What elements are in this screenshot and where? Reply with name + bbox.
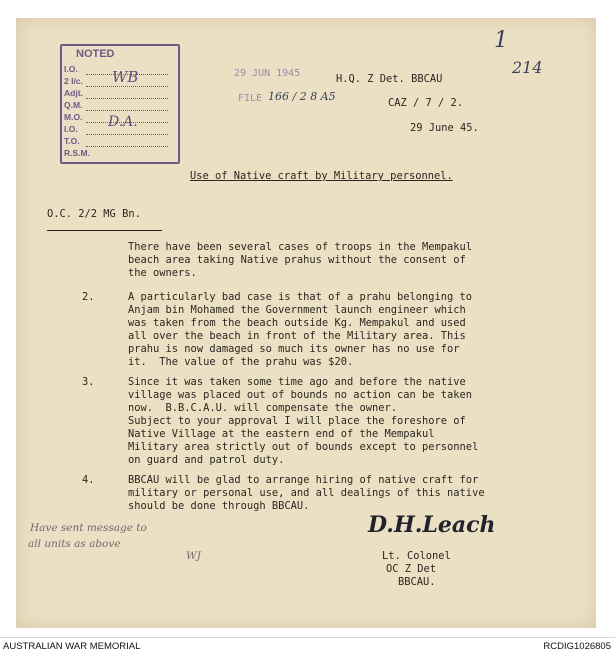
stamp-initials-2: WB — [112, 68, 139, 86]
stamp-divider — [86, 98, 168, 99]
signature-rank: Lt. Colonel — [382, 550, 451, 562]
signature: D.H.Leach — [368, 512, 496, 538]
paragraph-number: 3. — [82, 376, 95, 388]
paragraph-line: was taken from the beach outside Kg. Mempakul and used — [128, 317, 466, 329]
signature-unit: BBCAU. — [398, 576, 436, 588]
stamp-row: M.O. — [64, 112, 83, 122]
stamp-row: T.O. — [64, 136, 80, 146]
addressee: O.C. 2/2 MG Bn. — [47, 208, 141, 220]
folio-mark-1: 1 — [494, 28, 508, 53]
paragraph-line: village was placed out of bounds no action can be taken — [128, 389, 473, 401]
paragraph-line: it. The value of the prahu was $20. — [128, 356, 354, 368]
stamp-divider — [86, 110, 168, 111]
paragraph-line: A particularly bad case is that of a prahu belonging to — [128, 291, 473, 303]
stamp-divider — [86, 146, 168, 147]
stamp-row: Q.M. — [64, 100, 83, 110]
subject-line: Use of Native craft by Military personnel. — [190, 170, 453, 182]
stamp-row: I.O. — [64, 124, 78, 134]
stamp-row: I.O. — [64, 64, 78, 74]
received-date-stamp: 29 JUN 1945 — [234, 68, 301, 79]
document-page — [16, 18, 596, 628]
paragraph-line: Military area strictly out of bounds except to personnel — [128, 441, 479, 453]
paragraph-line: on guard and patrol duty. — [128, 454, 285, 466]
header-date: 29 June 45. — [410, 122, 479, 134]
paragraph-line: all over the beach in front of the Military area. This — [128, 330, 466, 342]
stamp-title: NOTED — [76, 48, 115, 60]
header-reference: CAZ / 7 / 2. — [388, 97, 464, 109]
header-unit: H.Q. Z Det. BBCAU — [336, 73, 443, 85]
archive-footer — [0, 637, 615, 655]
margin-note-line: Have sent message to — [30, 522, 147, 534]
paragraph-line: Since it was taken some time ago and before the native — [128, 376, 466, 388]
file-number: 166 / 2 8 A5 — [268, 90, 336, 103]
paragraph-line: now. B.B.C.A.U. will compensate the owner. — [128, 402, 397, 414]
margin-note-line: all units as above — [28, 538, 121, 550]
footer-reference-id: RCDIG1026805 — [543, 641, 611, 652]
paragraph-number: 4. — [82, 474, 95, 486]
footer-source: AUSTRALIAN WAR MEMORIAL — [3, 641, 141, 652]
signature-position: OC Z Det — [386, 563, 437, 575]
folio-mark-2: 214 — [512, 58, 543, 77]
file-label: FILE — [238, 93, 263, 104]
paragraph-line: should be done through BBCAU. — [128, 500, 310, 512]
paragraph-line: Subject to your approval I will place the foreshore of — [128, 415, 466, 427]
paragraph-line: BBCAU will be glad to arrange hiring of native craft for — [128, 474, 479, 486]
paragraph-line: beach area taking Native prahus without the consent of — [128, 254, 466, 266]
stamp-row: Adjt. — [64, 88, 83, 98]
stamp-divider — [86, 86, 168, 87]
paragraph-number: 2. — [82, 291, 95, 303]
stamp-divider — [86, 134, 168, 135]
paragraph-line: prahu is now damaged so much its owner has no use for — [128, 343, 460, 355]
margin-note-initials: WJ — [186, 550, 202, 562]
stamp-row: 2 I/c. — [64, 76, 83, 86]
stamp-initials-1: D.A. — [108, 114, 138, 130]
paragraph-line: the owners. — [128, 267, 197, 279]
paragraph-line: There have been several cases of troops in the Mempakul — [128, 241, 473, 253]
paragraph-line: Anjam bin Mohamed the Government launch engineer which — [128, 304, 466, 316]
paragraph-line: military or personal use, and all dealings of this native — [128, 487, 485, 499]
addressee-rule — [47, 230, 162, 231]
stamp-row: R.S.M. — [64, 148, 90, 158]
paragraph-line: Native Village at the eastern end of the Mempakul — [128, 428, 435, 440]
